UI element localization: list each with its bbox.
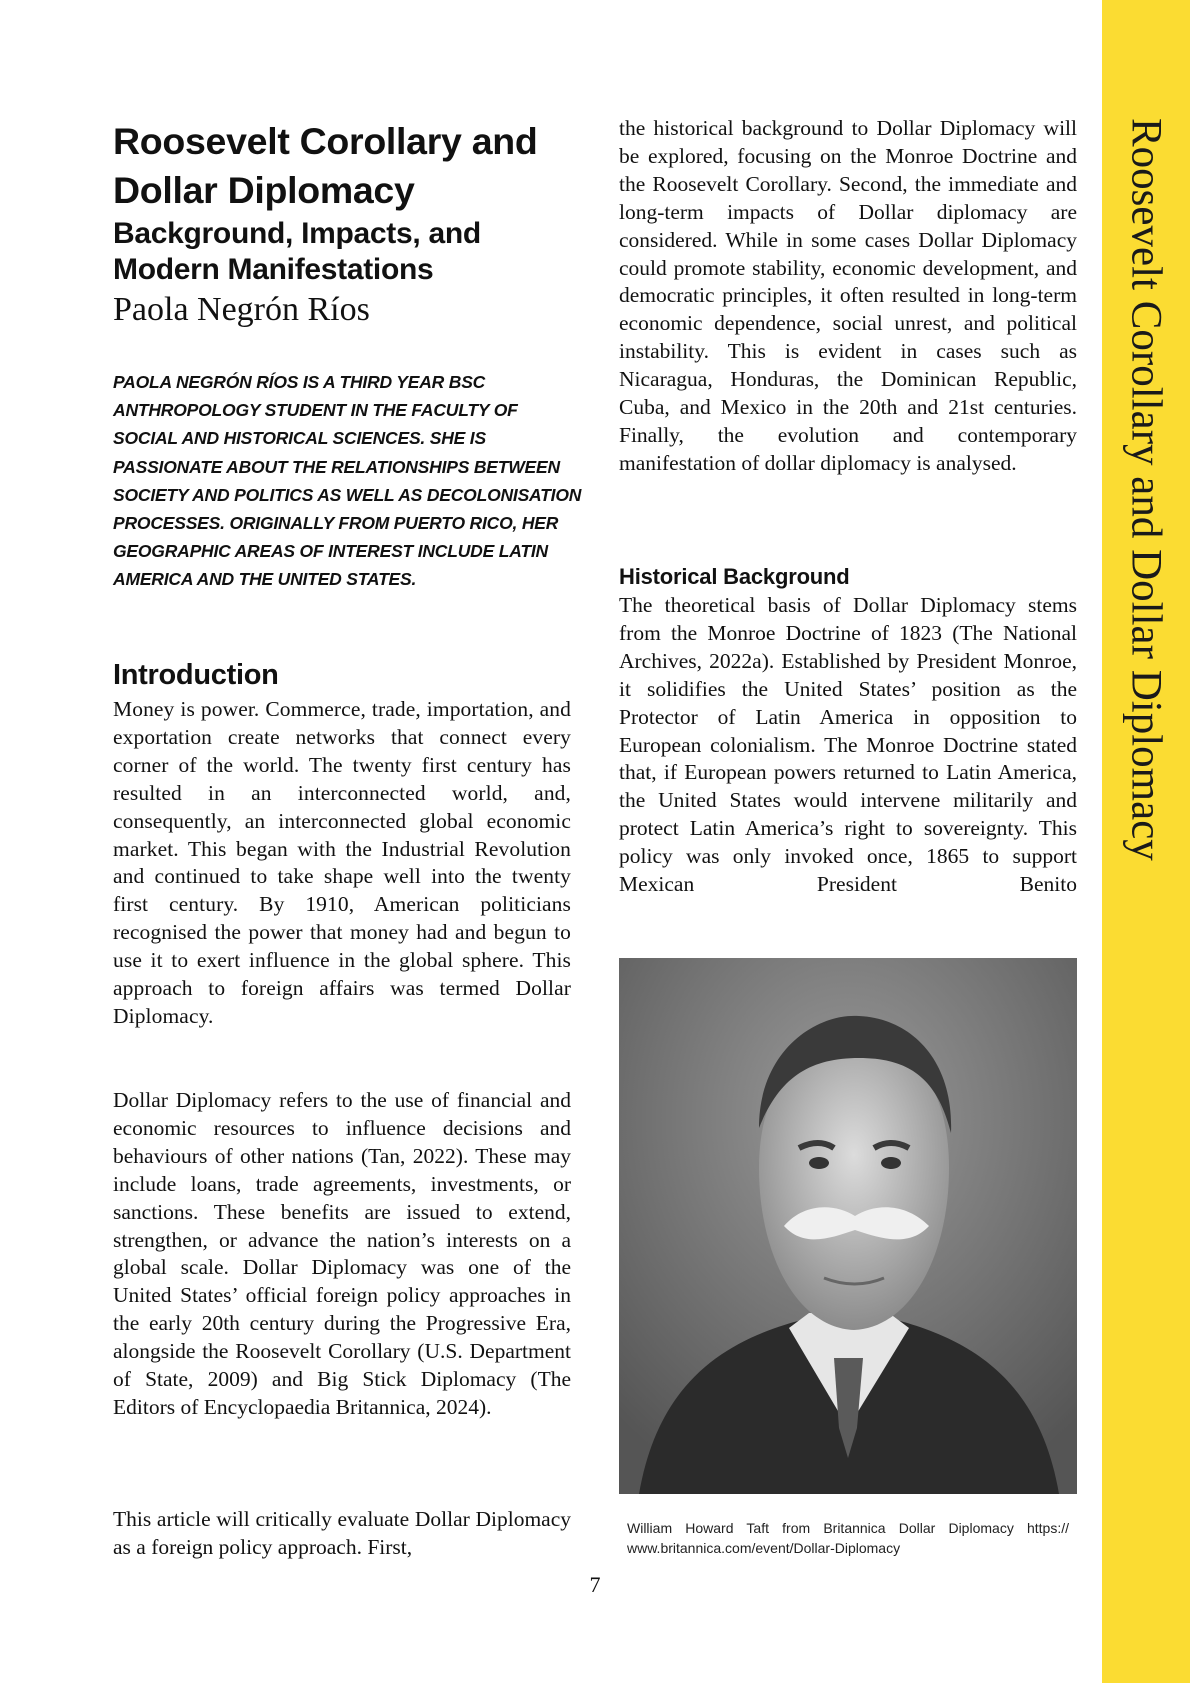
historical-background-paragraph: The theoretical basis of Dollar Diplomacy stems from the Monroe Doctrine of 1823 (The National Archives, 2022a). Established by President Monroe, it solidifies the United States’ position as the Protector of Latin America in opposition to European colonialism. The Monroe Doctrine stated that, if European powers returned to Latin America, the United States would intervene militarily and protect Latin America’s right to sovereignty. This policy was only invoked once, 1865 to support Mexican President Benito xyxy=(619,593,1077,897)
portrait-image xyxy=(619,958,1077,1494)
sidebar-band xyxy=(1102,0,1190,1683)
intro-paragraph-2: Dollar Diplomacy refers to the use of financial and economic resources to influence decisions and behaviours of other nations (Tan, 2022). These may include loans, trade agreements, investments, or sanctions. These benefits are issued to extend, strengthen, or advance the nation’s interests on a global scale. Dollar Diplomacy was one of the United States’ official foreign policy approaches in the early 20th century during the Progressive Era, alongside the Roosevelt Corollary (U.S. Department of State, 2009) and Big Stick Diplomacy (The Editors of Encyclopaedia Britannica, 2024). xyxy=(113,1088,571,1419)
figure-caption: William Howard Taft from Britannica Dollar Diplomacy https:// www.britannica.com/event/Dollar-Diplomacy xyxy=(627,1520,1069,1556)
intro-paragraph-1: Money is power. Commerce, trade, importation, and exportation create networks that connect every corner of the world. The twenty first century has resulted in an interconnected world, and, consequently, an interconnected global economic market. This began with the Industrial Revolution and continued to take shape well into the twenty first century. By 1910, American politicians recognised the power that money had and begun to use it to exert influence in the global sphere. This approach to foreign affairs was termed Dollar Diplomacy. xyxy=(113,697,571,1028)
article-title: Roosevelt Corollary and Dollar Diplomacy xyxy=(113,120,538,211)
page-number: 7 xyxy=(589,1572,601,1597)
author-bio: PAOLA NEGRÓN RÍOS IS A THIRD YEAR BSC ANTHROPOLOGY STUDENT IN THE FACULTY OF SOCIAL AND HISTORICAL SCIENCES. SHE IS PASSIONATE ABOUT THE RELATIONSHIPS BETWEEN SOCIETY AND POLITICS AS WELL AS DECOLONISATION PROCESSES. ORIGINALLY FROM PUERTO RICO, HER GEOGRAPHIC AREAS OF INTEREST INCLUDE LATIN AMERICA AND THE UNITED STATES. xyxy=(113,372,582,590)
article-subtitle: Background, Impacts, and Modern Manifestations xyxy=(113,217,481,286)
portrait-photo xyxy=(619,958,1077,1494)
author-name: Paola Negrón Ríos xyxy=(113,291,370,328)
intro-continuation: the historical background to Dollar Diplomacy will be explored, focusing on the Monroe Doctrine and the Roosevelt Corollary. Second, the immediate and long-term impacts of Dollar diplomacy are considered. While in some cases Dollar Diplomacy could promote stability, economic development, and democratic principles, it often resulted in long-term economic dependence, social unrest, and political instability. This is evident in cases such as Nicaragua, Honduras, the Dominican Republic, Cuba, and Mexico in the 20th and 21st centuries. Finally, the evolution and contemporary manifestation of dollar diplomacy is analysed. xyxy=(619,116,1077,475)
intro-paragraph-3: This article will critically evaluate Dollar Diplomacy as a foreign policy approach. First, xyxy=(113,1507,571,1559)
introduction-heading: Introduction xyxy=(113,659,279,691)
running-title: Roosevelt Corollary and Dollar Diplomacy xyxy=(1122,118,1170,861)
historical-background-heading: Historical Background xyxy=(619,564,850,589)
